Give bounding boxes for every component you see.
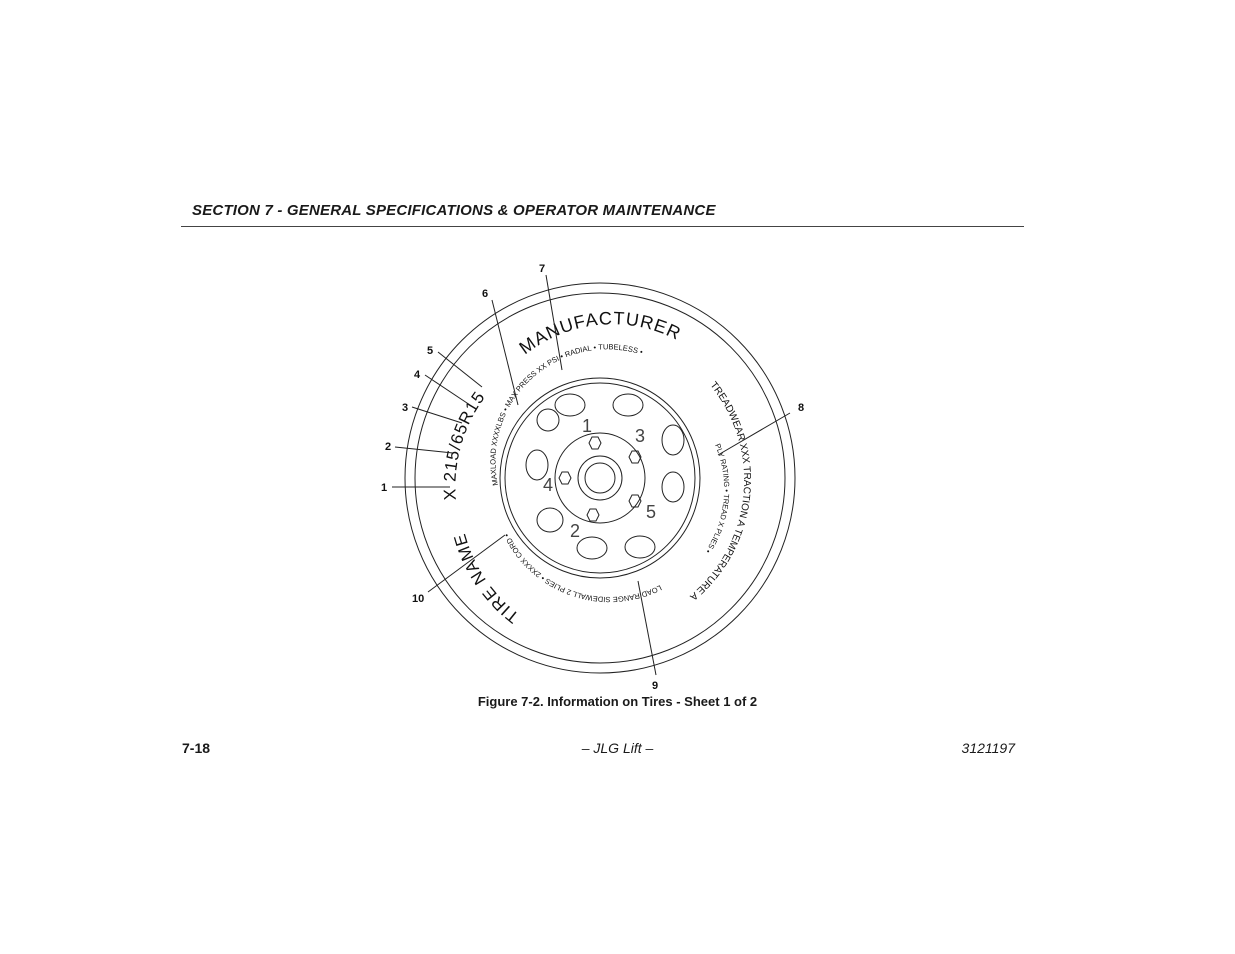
- callout-2: 2: [385, 441, 392, 453]
- lug-numbers: [543, 416, 656, 541]
- lug-nuts: [559, 437, 641, 521]
- ply-rating-text: PLY RATING • TREAD X PLIES •: [703, 442, 732, 555]
- document-number: 3121197: [961, 740, 1015, 756]
- vent: [577, 537, 607, 559]
- callout-8: 8: [798, 402, 805, 414]
- hub-outer: [555, 433, 645, 523]
- lug-number: 3: [635, 426, 646, 446]
- page-number: 7-18: [182, 740, 211, 756]
- callout-4: 4: [414, 369, 421, 381]
- hub-center: [585, 463, 615, 493]
- vent: [537, 508, 563, 532]
- vent: [662, 472, 684, 502]
- rim-inner: [505, 383, 695, 573]
- callout-5: 5: [427, 345, 434, 357]
- lug-nut: [559, 472, 571, 484]
- lug-nut: [589, 437, 601, 449]
- manufacturer-text: MANUFACTURER: [515, 308, 685, 359]
- footer-brand: – JLG Lift –: [581, 740, 654, 756]
- vent: [613, 394, 643, 416]
- tire-outer-edge: [405, 283, 795, 673]
- lug-number: 2: [570, 521, 581, 541]
- callout-6: 6: [482, 288, 489, 300]
- figure-caption: Figure 7-2. Information on Tires - Sheet 1 of 2: [477, 694, 758, 709]
- tire-diagram: [370, 255, 830, 695]
- treadwear-text: TREADWEAR XXX TRACTION A TEMPERATURE A: [687, 379, 753, 603]
- header-rule: [181, 226, 1024, 227]
- leader-line: [492, 300, 518, 405]
- vent: [662, 425, 684, 455]
- callout-3: 3: [402, 402, 409, 414]
- lug-nut: [587, 509, 599, 521]
- section-title: SECTION 7 - GENERAL SPECIFICATIONS & OPERATOR MAINTENANCE: [192, 202, 716, 219]
- tire-name-text: TIRE NAME: [450, 530, 523, 627]
- leader-line: [395, 447, 453, 453]
- callout-9: 9: [652, 680, 659, 692]
- lug-number: 4: [543, 475, 554, 495]
- load-range-text: LOAD RANGE SIDEWALL 2 PLIES • 2XXXX CORD •: [502, 532, 664, 605]
- leader-line: [412, 407, 462, 423]
- lug-number: 1: [582, 416, 593, 436]
- load-pressure-text: MAXLOAD XXXXLBS • MAX PRESS XX PSI • RADIAL • TUBELESS •: [488, 342, 644, 487]
- vent: [537, 409, 559, 431]
- tire-figure: [370, 255, 830, 695]
- callout-10: 10: [412, 593, 425, 605]
- vent: [625, 536, 655, 558]
- rim-edge: [500, 378, 700, 578]
- lug-number: 5: [646, 502, 657, 522]
- vent: [555, 394, 585, 416]
- lug-nut: [629, 451, 641, 463]
- callout-7: 7: [539, 263, 546, 275]
- tire-size-text: X 215/65R15: [440, 387, 489, 501]
- callout-1: 1: [381, 482, 388, 494]
